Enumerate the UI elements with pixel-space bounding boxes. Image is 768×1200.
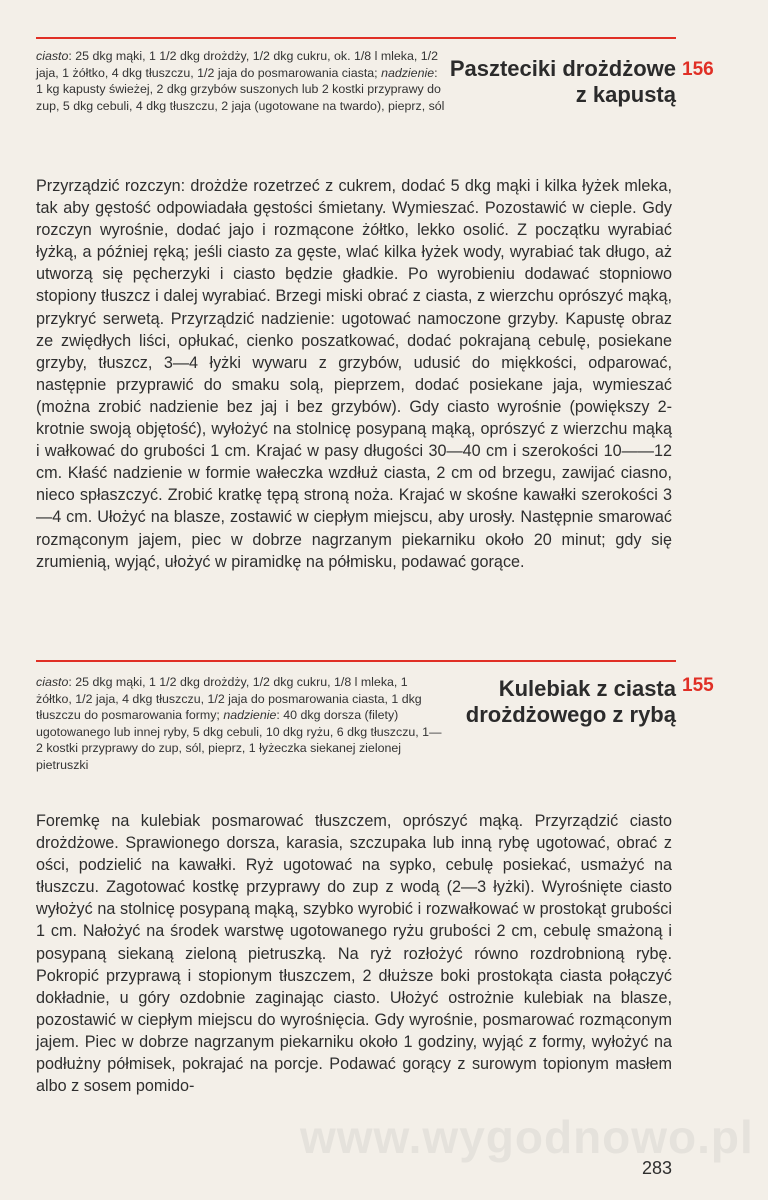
ingredients-text-dough: : 25 dkg mąki, 1 1/2 dkg drożdży, 1/2 dkg cukru, 1/8 l mleka, 1 żółtko, 1/2 jaja, 4 dkg tłuszczu, 1/2 jaja do posmarowania ciasta, 1 dkg tłuszczu do posmarowania formy; xyxy=(36,675,422,723)
ingredients-label-dough: ciasto xyxy=(36,675,69,689)
recipe-156-header xyxy=(36,48,726,168)
ingredients-label-filling: nadzienie xyxy=(381,65,435,80)
recipe-156-number: 156 xyxy=(682,59,714,80)
recipe-156-method: Przyrządzić rozczyn: drożdże rozetrzeć z cukrem, dodać 5 dkg mąki i kilka łyżek mleka, tak aby gęstość odpowiadała gęstości śmietany. Wymieszać. Pozostawić w cieple. Gdy rozczyn wyrośnie, dodać jajo i rozmącone żółtko, lekko osolić. Z początku wyrabiać łyżką, a później ręką; jeśli ciasto za gęste, wlać kilka łyżek wody, wyrabiać tak długo, aż utworzą się pęcherzyki i ciasto będzie gładkie. Po wyrobieniu dodawać stopniowo stopiony tłuszcz i dalej wyrabiać. Brzegi miski obrać z ciasta, z wierzchu oprószyć mąką, przykryć serwetą. Przyrządzić nadzienie: ugotować namoczone grzyby. Kapustę obraz ze zwiędłych liści, opłukać, cienko poszatkować, dodać pokrajaną cebulę, posiekane grzyby, tłuszcz, 3—4 łyżki wywaru z grzybów, udusić do miękkości, odparować, następnie przyprawić do smaku solą, pieprzem, dodać posiekane jaja, wymieszać (można zrobić nadzienie bez jaj i bez grzybów). Gdy ciasto wyrośnie (powiększy 2-krotnie swoją objętość), wyłożyć na stolnicę posypaną mąką, oprószyć z wierzchu mąką i wałkować do grubości 1 cm. Krajać w pasy długości 30—40 cm i szerokości 10——12 cm. Kłaść nadzienie w formie wałeczka wzdłuż ciasta, 2 cm od brzegu, zawijać ciasno, nieco spłaszczyć. Zrobić kratkę tępą stroną noża. Krajać w skośne kawałki szerokości 3—4 cm. Ułożyć na blasze, zostawić w ciepłym miejscu, aby urosły. Następnie smarować rozmąconym jajem, piec w dobrze nagrzanym piekarniku około 20 minut; gdy się zrumienią, wyjąć, ułożyć w piramidkę na półmisku, podawać gorące. xyxy=(36,177,672,571)
recipe-156-title: Paszteciki drożdżowe z kapustą xyxy=(449,56,676,107)
recipe-156-ingredients xyxy=(36,48,446,114)
recipe-155-ingredients xyxy=(36,674,446,774)
ingredients-text-filling: : 1 kg kapusty świeżej, 2 dkg grzybów suszonych lub 2 kostki przyprawy do zup, 5 dkg cebuli, 4 dkg tłuszczu, 2 jaja (ugotowane na twardo), pieprz, sól xyxy=(36,65,445,113)
ingredients-text-dough: : 25 dkg mąki, 1 1/2 dkg drożdży, 1/2 dkg cukru, ok. 1/8 l mleka, 1/2 jaja, 1 żółtko, 4 dkg tłuszczu, 1/2 jaja do posmarowania ciasta; xyxy=(36,49,438,80)
recipe-155-title: Kulebiak z ciasta drożdżowego z rybą xyxy=(465,676,676,727)
recipe-155-number: 155 xyxy=(682,675,714,696)
top-rule xyxy=(36,37,676,39)
watermark: www.wygodnowo.pl xyxy=(300,1111,754,1163)
section-rule xyxy=(36,660,676,662)
recipe-155-method: Foremkę na kulebiak posmarować tłuszczem, oprószyć mąką. Przyrządzić ciasto drożdżowe. Sprawionego dorsza, karasia, szczupaka lub inną rybę ugotować, obrać z ości, podzielić na kawałki. Ryż ugotować na sypko, cebulę posiekać, usmażyć na tłuszczu. Zagotować kostkę przyprawy do zup z wodą (2—3 łyżki). Wyrośnięte ciasto wyłożyć na stolnicę posypaną mąką, szybko wyrobić i rozwałkować w prostokąt grubości 1 cm. Nałożyć na środek warstwę ugotowanego ryżu grubości 2 cm, cebulę smażoną i posypaną siekaną zieloną pietruszką. Na ryż rozłożyć równo rozdrobnioną rybę. Pokropić przyprawą i stopionym tłuszczem, 2 dłuższe boki prostokąta ciasta połączyć dokładnie, u góry ozdobnie zaginając ciasto. Ułożyć ostrożnie kulebiak na blasze, pozostawić w ciepłym miejscu do wyrośnięcia. Gdy wyrośnie, posmarować rozmąconym jajem. Piec w dobrze nagrzanym piekarniku około 1 godziny, wyjąć z formy, wyłożyć na podłużny półmisek, pokrajać na porcje. Podawać gorący z surowym topionym masłem albo z sosem pomido- xyxy=(36,812,672,1096)
ingredients-label-filling: nadzienie xyxy=(223,708,277,723)
recipe-155-header xyxy=(36,674,726,804)
ingredients-label-dough: ciasto xyxy=(36,49,69,63)
page-number: 283 xyxy=(641,1158,672,1178)
ingredients-text-filling: : 40 dkg dorsza (filety) ugotowanego lub innej ryby, 5 dkg cebuli, 10 dkg ryżu, 6 dkg tłuszczu, 1—2 kostki przyprawy do zup, sól, pieprz, 1 łyżeczka siekanej zielonej pietruszki xyxy=(36,708,442,772)
